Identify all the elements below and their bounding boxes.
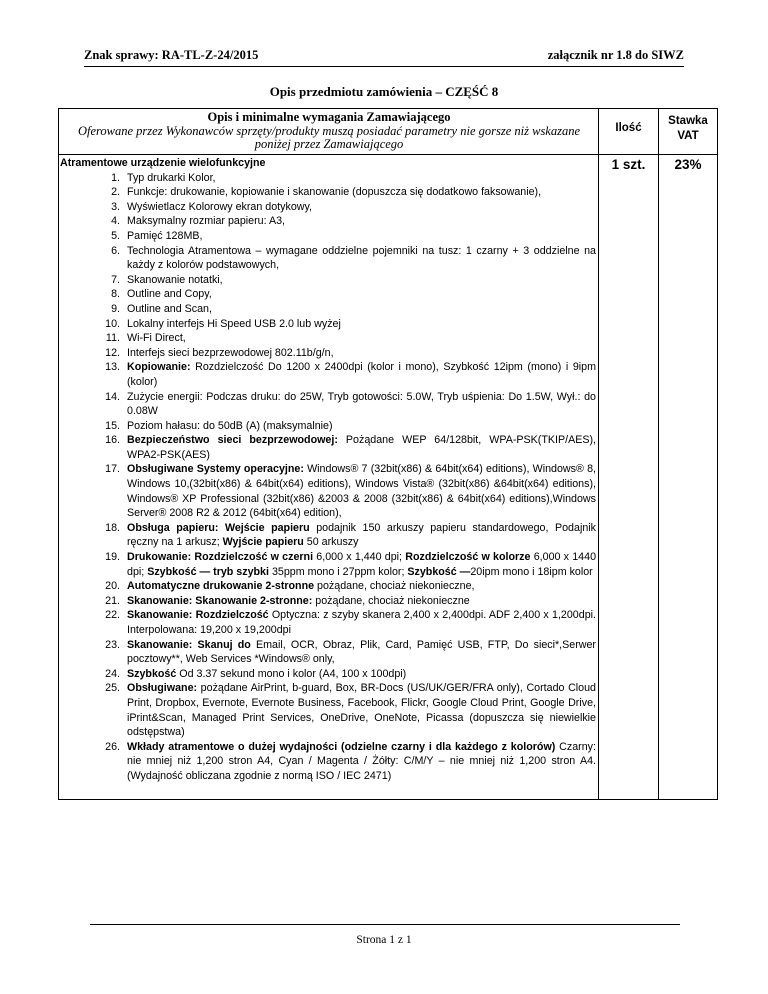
requirement-text: Rozdzielczość Do 1200 x 2400dpi (kolor i mono), Szybkość 12ipm (mono) i 9ipm (kolor) [127,361,596,388]
requirement-number: 4. [111,215,120,228]
requirement-text: Pamięć 128MB, [127,229,203,242]
requirement-number: 2. [111,186,120,199]
requirement-text: Windows® 7 (32bit(x86) & 64bit(x64) editions), Windows® 8, Windows 10,(32bit(x86) & 64bit(x64) editions), Windows Vista® (32bit(x86) &64bit(x64) editions), Windows® XP Professional (32bit(x86) &2003 & 2008 (32bit(x86) & 64bit(x64) editions),Windows Server® 2008 R2 & 2012 (64bit(x64) edition), [127,463,596,520]
requirement-label: Wyjście papieru [222,536,304,549]
requirement-text: podajnik 150 arkuszy papieru standardowego, Podajnik ręczny na 1 arkusz; [127,521,596,549]
requirement-text: Outline and Scan, [127,302,212,315]
requirement-text: Wi-Fi Direct, [127,332,186,345]
requirement-item [60,521,596,550]
requirement-label: Automatyczne drukowanie 2-stronne [127,580,315,593]
requirement-number: 8. [111,288,120,301]
requirement-item [60,331,596,346]
requirement-number: 17. [105,463,120,476]
requirement-item [60,608,596,637]
requirement-text: Interfejs sieci bezprzewodowej 802.11b/g/n, [127,346,334,359]
requirement-item [60,273,596,288]
requirement-item [60,579,596,594]
requirement-text: 6,000 x 1440 dpi; [127,551,597,578]
requirement-label: Skanowanie: Skanowanie 2-stronne: [127,594,313,607]
requirement-label: Wkłady atramentowe o dużej wydajności (odzielne czarny i dla każdego z kolorów) [127,740,556,753]
requirement-item [60,419,596,434]
requirement-text: Email, OCR, Obraz, Plik, Card, Pamięć USB, FTP, Do sieci*,Serwer pocztowy**, Web Services *Windows® only, [127,638,596,666]
requirement-text: pożądane, chociaż niekonieczne [312,594,470,607]
requirement-label: Drukowanie: Rozdzielczość w czerni [127,551,314,564]
requirement-number: 5. [111,229,120,242]
requirement-text: Poziom hałasu: do 50dB (A) (maksymalnie) [127,419,333,432]
requirement-item [60,346,596,361]
requirement-text: Zużycie energii: Podczas druku: do 25W, Tryb gotowości: 5.0W, Tryb uśpienia: Do 1.5W, Wył.: do 0.08W [127,390,596,418]
requirement-item [60,433,596,462]
vat-value: 23% [674,157,702,172]
requirement-number: 23. [105,638,120,651]
vat-column-header: Stawka VAT [668,115,708,142]
page-title: Opis przedmiotu zamówienia – CZĘŚĆ 8 [269,84,499,99]
requirement-number: 16. [105,434,120,447]
requirement-text: 6,000 x 1,440 dpi; [313,551,406,564]
requirement-item [60,667,596,682]
requirement-text: pożądane AirPrint, b-guard, Box, BR-Docs (US/UK/GER/FRA only), Cortado Cloud Print, Dropbox, Evernote, Evernote Business, Facebook, Flickr, Google Cloud Print, Google Drive, iPrint&Scan, Managed Print Services, OneDrive, OneNote, Picassa (dopuszcza się niewielkie odstępstwa) [127,682,596,739]
requirement-item [60,462,596,520]
requirement-item [60,287,596,302]
requirement-number: 6. [111,244,120,257]
requirement-text: 20ipm mono i 18ipm kolor [470,565,593,578]
requirement-text: Od 3.37 sekund mono i kolor (A4, 100 x 100dpi) [176,667,407,680]
requirement-number: 11. [105,332,120,345]
requirement-text: Optyczna: z szyby skanera 2,400 x 2,400dpi. ADF 2,400 x 1,200dpi. Interpolowana: 19,200 x 19,200dpi [127,609,596,636]
requirement-number: 13. [105,361,120,374]
requirement-item [60,302,596,317]
requirement-item [60,244,596,273]
requirement-number: 9. [111,302,120,315]
requirement-number: 1. [111,171,120,184]
requirement-item [60,317,596,332]
requirement-text: Lokalny interfejs Hi Speed USB 2.0 lub wyżej [127,317,341,330]
requirement-label: Szybkość [127,667,177,680]
requirement-label: Bezpieczeństwo sieci bezprzewodowej: [127,434,338,447]
requirement-label: Obsługa papieru: Wejście papieru [127,521,310,534]
requirement-item [60,681,596,739]
requirement-item [60,185,596,200]
requirement-number: 12. [105,346,120,359]
requirement-item [60,550,596,579]
requirement-number: 15. [105,419,120,432]
requirement-item [60,360,596,389]
requirement-text: 50 arkuszy [303,536,359,549]
requirement-text: Skanowanie notatki, [127,273,223,286]
page-header [84,48,684,67]
requirement-item [60,740,596,784]
requirement-text: Czarny: nie mniej niż 1,200 stron A4, Cyan / Magenta / Żółty: C/M/Y – nie mniej niż 1,200 stron A4. (Wydajność obliczana zgodnie z normą ISO / IEC 2471) [127,740,596,782]
requirement-item [60,171,596,186]
requirement-text: 35ppm mono i 27ppm kolor; [268,565,408,578]
requirement-label: Skanowanie: Skanuj do [127,638,251,651]
requirement-number: 22. [105,609,120,622]
requirement-item [60,200,596,215]
page-number: Strona 1 z 1 [356,934,412,946]
description-column-header [60,111,598,152]
requirement-item [60,638,596,667]
requirement-text: Maksymalny rozmiar papieru: A3, [127,215,285,228]
footer-rule [90,924,680,925]
requirement-text: Typ drukarki Kolor, [127,171,216,184]
requirement-label: Szybkość — tryb szybki [147,565,269,578]
quantity-column-header: Ilość [615,122,642,134]
requirement-text: Funkcje: drukowanie, kopiowanie i skanowanie (dopuszcza się dodatkowo faksowanie), [127,186,542,199]
requirement-number: 7. [111,273,120,286]
requirement-label: Obsługiwane Systemy operacyjne: [127,463,304,476]
requirement-label: Skanowanie: Rozdzielczość [127,609,269,622]
requirement-number: 25. [105,682,120,695]
requirement-label: Kopiowanie: [127,361,191,374]
description-column-title: Opis i minimalne wymagania Zamawiającego [207,110,451,124]
requirement-number: 18. [105,521,120,534]
device-heading: Atramentowe urządzenie wielofunkcyjne [60,157,266,169]
requirement-number: 14. [105,390,120,403]
requirement-text: Pożądane WEP 64/128bit, WPA-PSK(TKIP/AES), WPA2-PSK(AES) [127,434,596,461]
requirement-item [60,390,596,419]
description-column-subtitle: Oferowane przez Wykonawców sprzęty/produkty muszą posiadać parametry nie gorsze niż wskazane poniżej przez Zamawiającego [77,123,581,151]
requirement-number: 3. [111,200,120,213]
requirement-number: 26. [105,740,120,753]
requirement-number: 21. [105,594,120,607]
requirement-item [60,214,596,229]
requirement-label: Obsługiwane: [127,682,198,695]
quantity-value: 1 szt. [611,157,646,172]
spec-description [60,156,596,784]
requirements-list [60,171,596,784]
requirement-label: Rozdzielczość w kolorze [405,551,531,564]
requirement-number: 20. [105,580,120,593]
requirement-text: Wyświetlacz Kolorowy ekran dotykowy, [127,200,313,213]
attachment-number: załącznik nr 1.8 do SIWZ [547,48,684,62]
requirement-number: 24. [105,667,120,680]
requirement-text: Outline and Copy, [127,288,212,301]
case-number: Znak sprawy: RA-TL-Z-24/2015 [84,48,259,62]
requirement-label: Szybkość — [407,565,471,578]
requirement-text: Technologia Atramentowa – wymagane oddzielne pojemniki na tusz: 1 czarny + 3 oddzielne na każdy z kolorów podstawowych, [127,244,596,272]
requirement-text: pożądane, chociaż niekonieczne, [314,580,475,593]
requirement-item [60,229,596,244]
requirement-item [60,594,596,609]
requirement-number: 10. [105,317,120,330]
requirement-number: 19. [105,551,120,564]
